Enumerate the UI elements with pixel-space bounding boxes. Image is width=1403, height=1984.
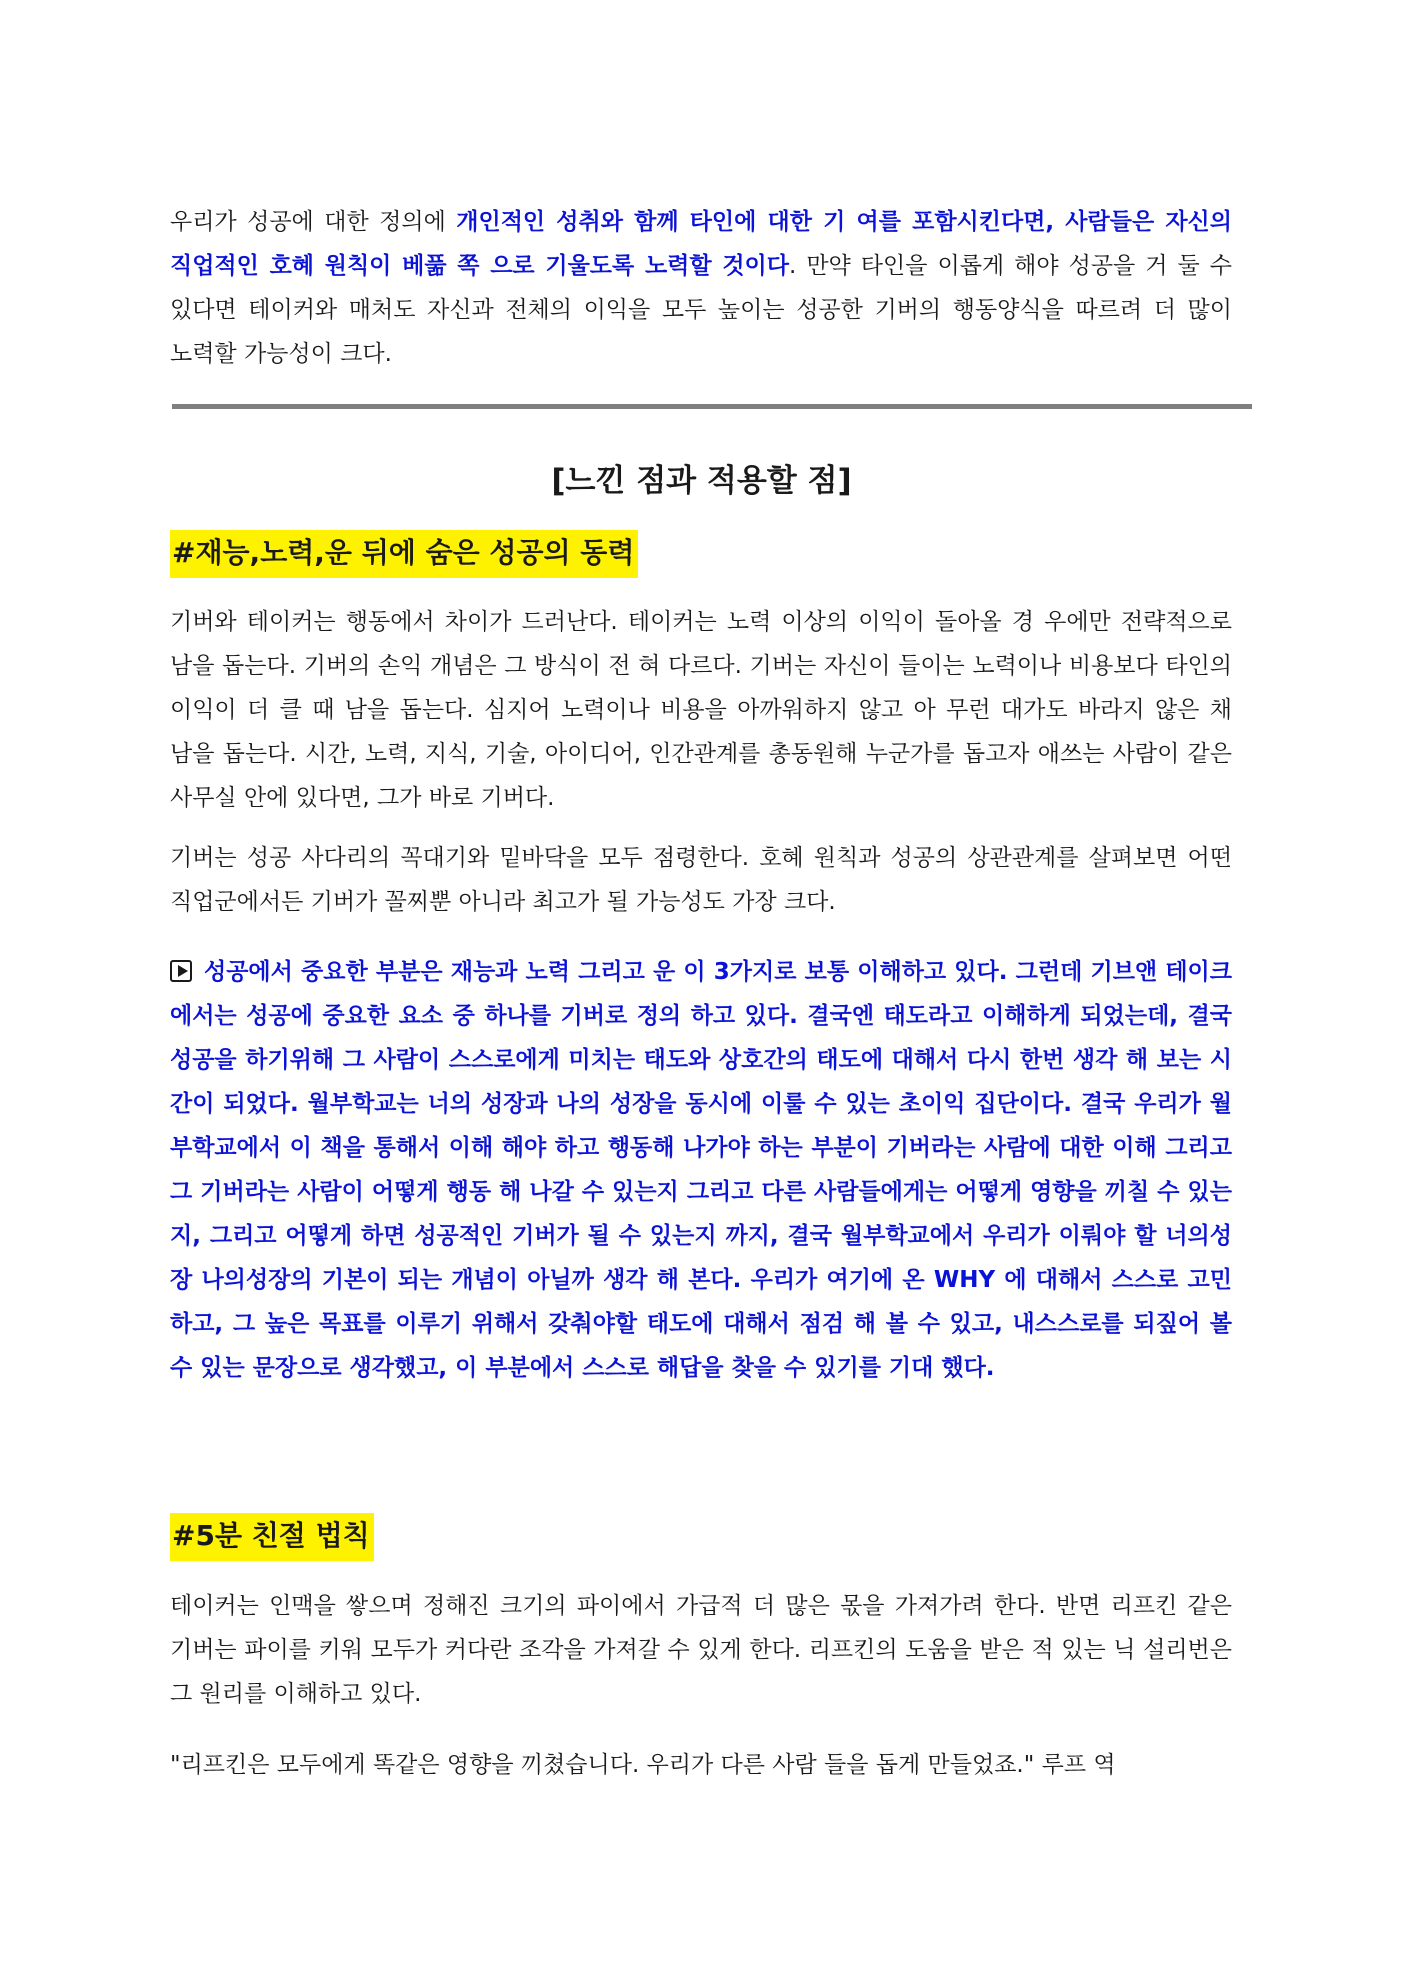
section1-heading: #재능,노력,운 뒤에 숨은 성공의 동력 xyxy=(170,530,638,578)
intro-paragraph xyxy=(170,200,1232,376)
play-icon xyxy=(170,960,192,982)
section2-heading: #5분 친절 법칙 xyxy=(170,1513,374,1561)
section2-paragraph-1: 테이커는 인맥을 쌓으며 정해진 크기의 파이에서 가급적 더 많은 몫을 가져가려 한다. 반면 리프킨 같은 기버는 파이를 키워 모두가 커다란 조각을 가져갈 수 있게 한다. 리프킨의 도움을 받은 적 있는 닉 설리번은 그 원리를 이해하고 있다. xyxy=(170,1593,1232,1707)
section-divider xyxy=(172,404,1252,409)
section2-paragraph-2: "리프킨은 모두에게 똑같은 영향을 끼쳤습니다. 우리가 다른 사람 들을 돕게 만들었죠." 루프 역 xyxy=(170,1752,1116,1778)
reflection-text: 성공에서 중요한 부분은 재능과 노력 그리고 운 이 3가지로 보통 이해하고 있다. 그런데 기브앤 테이크에서는 성공에 중요한 요소 중 하나를 기버로 정의 하고 있다. 결국엔 태도라고 이해하게 되었는데, 결국 성공을 하기위해 그 사람이 스스로에게 미치는 태도와 상호간의 태도에 대해서 다시 한번 생각 해 보는 시간이 되었다. 월부학교는 너의 성장과 나의 성장을 동시에 이룰 수 있는 초이익 집단이다. 결국 우리가 월부학교에서 이 책을 통해서 이해 해야 하고 행동해 나가야 하는 부분이 기버라는 사람에 대한 이해 그리고 그 기버라는 사람이 어떻게 행동 해 나갈 수 있는지 그리고 다른 사람들에게는 어떻게 영향을 끼칠 수 있는지, 그리고 어떻게 하면 성공적인 기버가 될 수 있는지 까지, 결국 월부학교에서 우리가 이뤄야 할 너의성장 나의성장의 기본이 되는 개념이 아닐까 생각 해 본다. 우리가 여기에 온 WHY 에 대해서 스스로 고민하고, 그 높은 목표를 이루기 위해서 갖춰야할 태도에 대해서 점검 해 볼 수 있고, 내스스로를 되짚어 볼 수 있는 문장으로 생각했고, 이 부분에서 스스로 해답을 찾을 수 있기를 기대 했다. xyxy=(170,959,1232,1381)
intro-text-b: . 만약 타인을 이롭게 해야 성공을 거 둘 수 있다면 테이커와 매처도 자신과 전체의 이익을 모두 높이는 성공한 기버의 행동양식을 따르려 더 많이 노력할 가능성이 크다. xyxy=(170,253,1232,367)
intro-text-a: 우리가 성공에 대한 정의에 xyxy=(170,209,457,235)
reflection-paragraph xyxy=(170,950,1232,1390)
section1-paragraph-2: 기버는 성공 사다리의 꼭대기와 밑바닥을 모두 점령한다. 호혜 원칙과 성공의 상관관계를 살펴보면 어떤 직업군에서든 기버가 꼴찌뿐 아니라 최고가 될 가능성도 가장 크다. xyxy=(170,845,1232,915)
section1-paragraph-1: 기버와 테이커는 행동에서 차이가 드러난다. 테이커는 노력 이상의 이익이 돌아올 경 우에만 전략적으로 남을 돕는다. 기버의 손익 개념은 그 방식이 전 혀 다르다. 기버는 자신이 들이는 노력이나 비용보다 타인의 이익이 더 클 때 남을 돕는다. 심지어 노력이나 비용을 아까워하지 않고 아 무런 대가도 바라지 않은 채 남을 돕는다. 시간, 노력, 지식, 기술, 아이디어, 인간관계를 총동원해 누군가를 돕고자 애쓰는 사람이 같은 사무실 안에 있다면, 그가 바로 기버다. xyxy=(170,609,1232,811)
intro-highlight: 개인적인 성취와 함께 타인에 대한 기 여를 포함시킨다면, 사람들은 자신의 직업적인 호혜 원칙이 베풂 쪽 으로 기울도록 노력할 것이다 xyxy=(170,209,1232,279)
section-title: [느낀 점과 적용할 점] xyxy=(551,463,852,499)
